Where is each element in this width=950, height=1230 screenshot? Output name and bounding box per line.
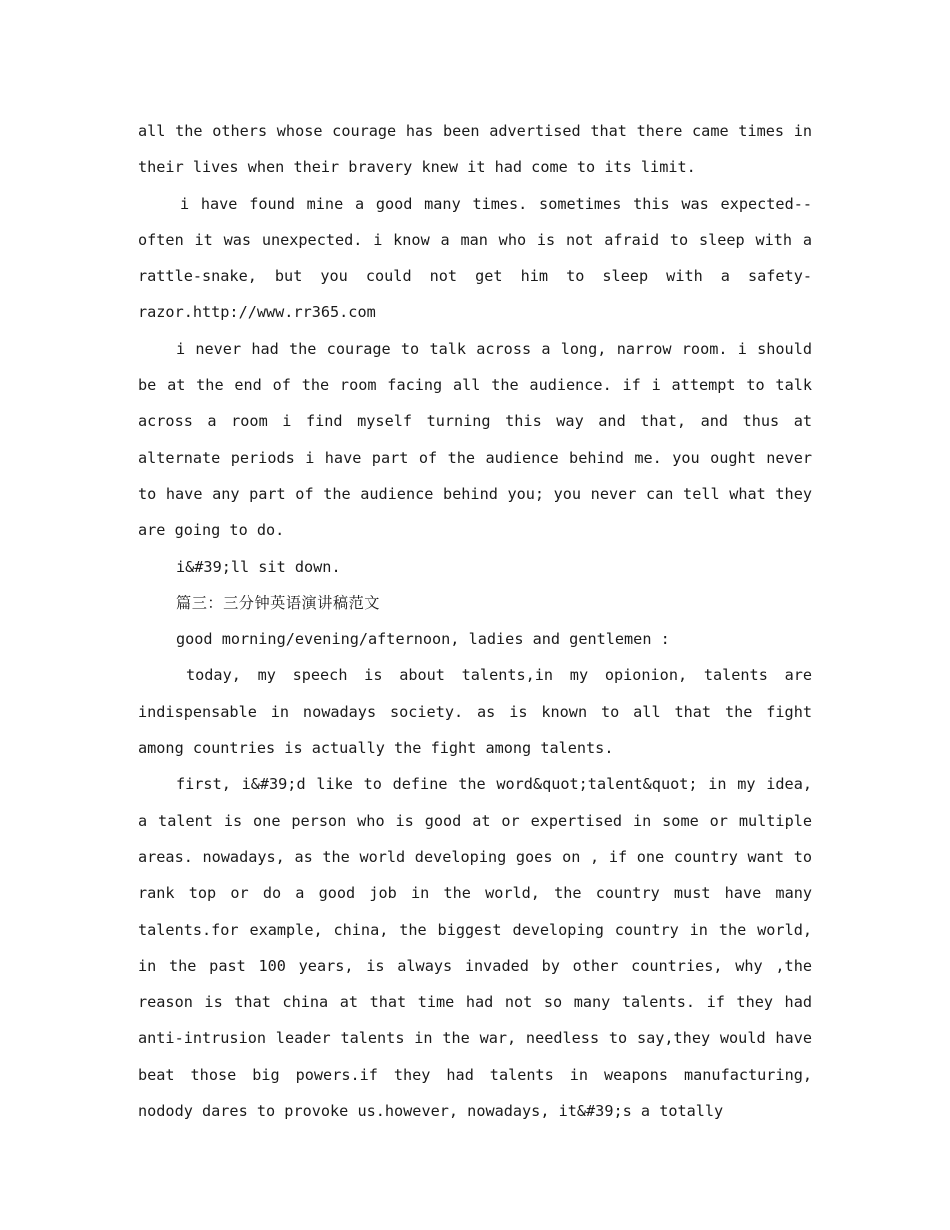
paragraph-4: i&#39;ll sit down. xyxy=(176,557,341,576)
paragraph-greeting: good morning/evening/afternoon, ladies and gentlemen : xyxy=(176,630,670,649)
paragraph-1: all the others whose courage has been advertised that there came times in their lives when their bravery knew it had come to its limit. xyxy=(138,122,812,177)
paragraph-5: today, my speech is about talents,in my opionion, talents are indispensable in nowadays society. as is known to all that the fight among countries is actually the fight among talents. xyxy=(138,666,812,758)
paragraph-2: i have found mine a good many times. sometimes this was expected--often it was unexpected. i know a man who is not afraid to sleep with a rattle-snake, but you could not get him to sleep with a safety-razor.http://www.rr365.com xyxy=(138,194,812,322)
paragraph-6: first, i&#39;d like to define the word&quot;talent&quot; in my idea, a talent is one person who is good at or expertised in some or multiple areas. nowadays, as the world developing goes on , if one country want to rank top or do a good job in the world, the country must have many talents.for example, china, the biggest developing country in the world, in the past 100 years, is always invaded by other countries, why ,the reason is that china at that time had not so many talents. if they had anti-intrusion leader talents in the war, needless to say,they would have beat those big powers.if they had talents in weapons manufacturing, nodody dares to provoke us.however, nowadays, it&#39;s a totally xyxy=(138,775,812,1121)
paragraph-3: i never had the courage to talk across a long, narrow room. i should be at the end of the room facing all the audience. if i attempt to talk across a room i find myself turning this way and that, and thus at alternate periods i have part of the audience behind me. you ought never to have any part of the audience behind you; you never can tell what they are going to do. xyxy=(138,339,812,540)
document-body xyxy=(138,113,812,1129)
section-heading: 篇三：三分钟英语演讲稿范文 xyxy=(176,593,380,612)
